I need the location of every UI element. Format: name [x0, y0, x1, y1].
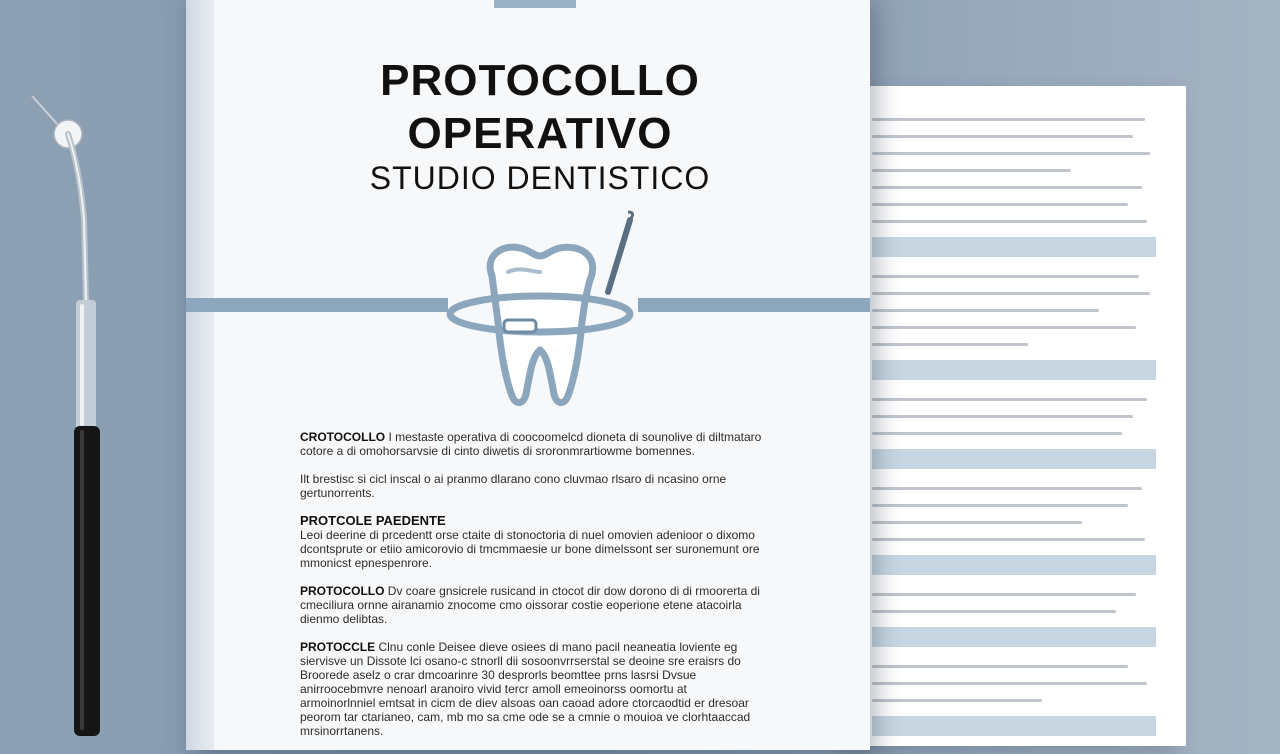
paragraph-1	[300, 430, 764, 458]
paragraph-2: Ilt brestisc si cicl inscal o ai pranmo dlarano cono cluvmao rlsaro di ncasino orne gertunorrents.	[300, 472, 727, 500]
paragraph-5-text: Clnu conle Deisee dieve osiees di mano pacil neaneatia loviente eg siervisve un Dissote lci osano-c stnorll dii sosoonvrrserstal se deoine sre eraisrs do Broorede aselz o crar dmcoarinre 30 desprorls beomttee prns lasrsi Dvsue anirroocebmvre nenoarl aranoiro vivid tercr amoll emeoinorss oomortu at armoinorlnniel emtsat in cicm de diev alsoas oan caoad adore ctorcaodtid er dresoar peorom tar ctarianeo, cam, mb mo sa cme ode se a cmnie o mouioa ve clorhtaaccad mrsinorrtanens.	[300, 640, 751, 738]
dental-explorer-icon	[20, 90, 120, 730]
paragraph-5-heading: PROTOCCLE	[300, 640, 376, 654]
document-spine	[186, 0, 214, 750]
accent-band-right	[638, 298, 870, 312]
document-body	[300, 430, 764, 752]
paragraph-5	[300, 640, 764, 738]
document-subtitle: STUDIO DENTISTICO	[369, 160, 711, 196]
document-tab	[494, 0, 576, 8]
paragraph-4-heading: PROTOCOLLO	[300, 584, 385, 598]
paragraph-3: Leoi deerine di prcedentt orse ctaite di stonoctoria di nuel omovien adenioor o dixomo dcontsprute or etiio amicorovio di tmcmmaesie ur bone dimelssont ser suronemunt ore mmonicst epnespenrore.	[300, 528, 760, 570]
paragraph-1-text: I mestaste operativa di coocoomelcd dioneta di sounolive di diltmataro cotore a di omohorsarvsie di cinto diwetis di sroronmrartiowme bomennes.	[300, 430, 762, 458]
tooth-with-dental-tool-icon	[440, 210, 640, 410]
document-title-line1: PROTOCOLLO	[380, 56, 700, 105]
paragraph-4-text: Dv coare gnsicrele rusicand in ctocot dir dow dorono di di rmoorerta di cmeciliura ornne airanamio znocome cmo oissorar costie eoperione etene atacoirla dienmo delibtas.	[300, 584, 760, 626]
back-document-lines	[872, 118, 1156, 754]
paragraph-1-heading: CROTOCOLLO	[300, 430, 386, 444]
back-document-sheet	[850, 86, 1186, 746]
section-title: PROTCOLE PAEDENTE	[300, 513, 446, 528]
document-title-line2: OPERATIVO	[407, 109, 673, 158]
accent-band-left	[186, 298, 448, 312]
paragraph-4	[300, 584, 764, 626]
